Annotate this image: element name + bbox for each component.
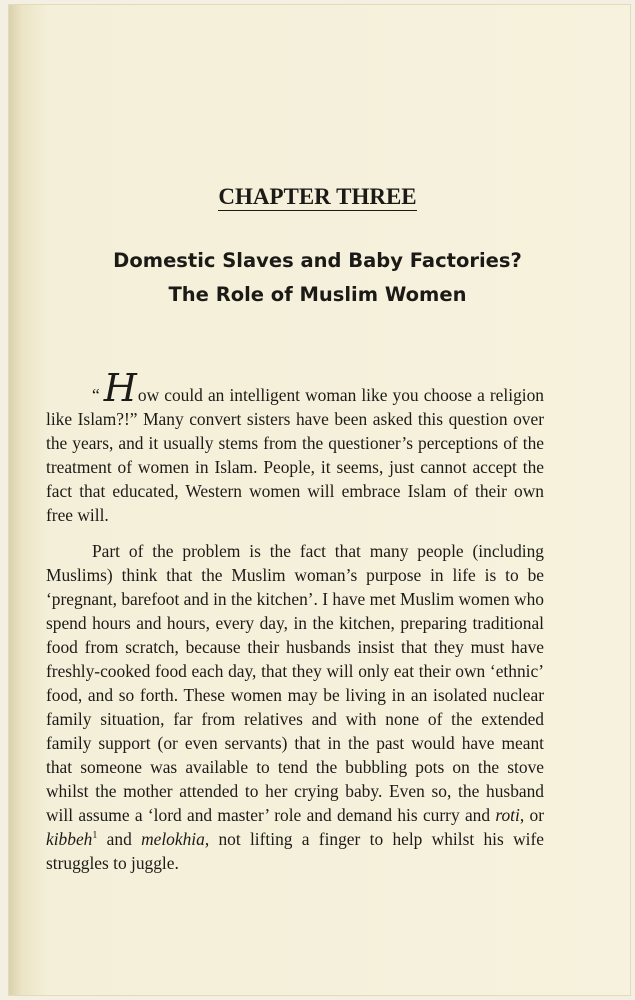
body-text bbox=[46, 366, 544, 875]
open-quote: “ bbox=[92, 385, 100, 405]
paragraph-2-text-b: , or bbox=[519, 805, 544, 825]
paragraph-1-text: ow could an intelligent woman like you choose a religion like Islam?!” Many convert sisters have been asked this question over the years, and it usually stems from the questioner’s perceptions of the treatment of women in Islam. People, it seems, just cannot accept the fact that educated, Western women will embrace Islam of their own free will. bbox=[46, 385, 544, 525]
chapter-title-line-1: Domestic Slaves and Baby Factories? bbox=[113, 249, 522, 272]
footnote-marker: 1 bbox=[92, 830, 98, 842]
drop-cap: H bbox=[103, 366, 137, 410]
chapter-heading bbox=[0, 184, 635, 210]
paragraph-2-text-d: , not lifting a finger to help whilst his wife struggles to juggle. bbox=[46, 829, 544, 873]
paragraph-2-text-c: and bbox=[97, 829, 142, 849]
chapter-title bbox=[0, 244, 635, 312]
paragraph-2 bbox=[46, 539, 544, 875]
chapter-title-line-2: The Role of Muslim Women bbox=[168, 283, 467, 306]
paragraph-2-text-a: Part of the problem is the fact that many people (including Muslims) think that the Muslim woman’s purpose in life is to be ‘pregnant, barefoot and in the kitchen’. I have met Muslim women who spend hours and hours, every day, in the kitchen, preparing traditional food from scratch, because their husbands insist that they must have freshly-cooked food each day, that they will only eat their own ‘ethnic’ food, and so forth. These women may be living in an isolated nuclear family situation, far from relatives and with none of the extended family support (or even servants) that in the past would have meant that someone was available to tend the bubbling pots on the stove whilst the mother attended to her crying baby. Even so, the husband will assume a ‘lord and master’ role and demand his curry and bbox=[46, 541, 544, 825]
italic-term-roti: roti bbox=[495, 805, 520, 825]
paragraph-1 bbox=[46, 366, 544, 527]
italic-term-kibbeh: kibbeh bbox=[46, 829, 93, 849]
italic-term-melokhia: melokhia bbox=[141, 829, 205, 849]
chapter-heading-text: CHAPTER THREE bbox=[218, 184, 417, 209]
